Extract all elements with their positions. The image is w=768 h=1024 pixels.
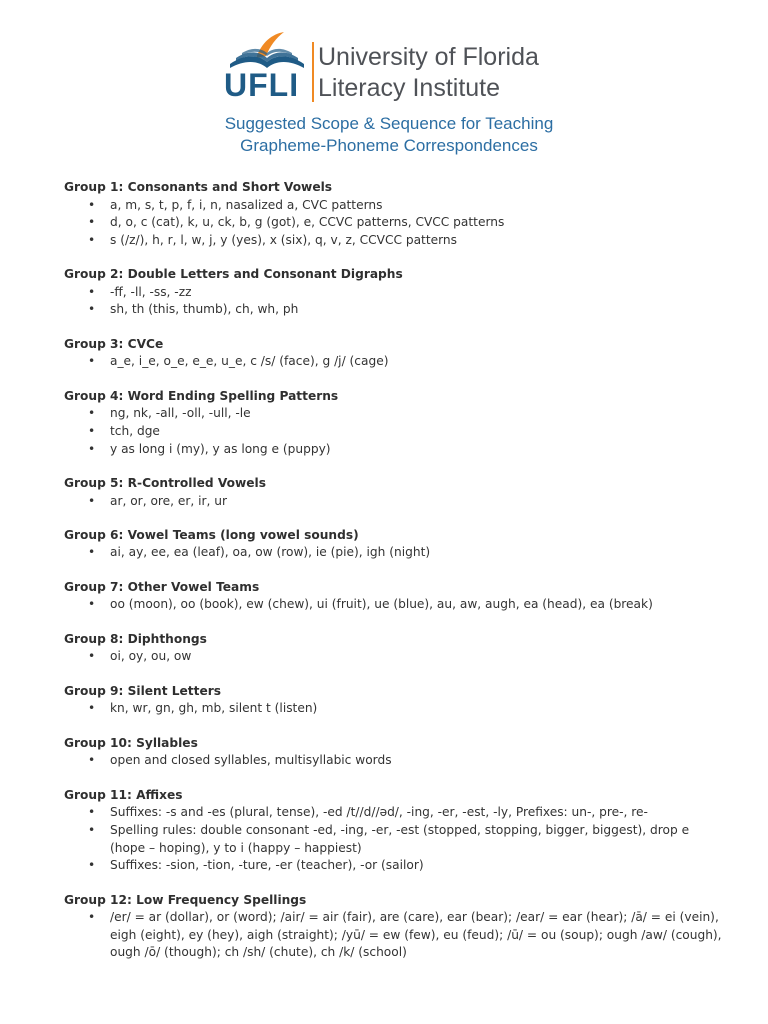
group-section — [64, 631, 724, 666]
title-line-1: Suggested Scope & Sequence for Teaching — [224, 114, 554, 133]
institution-name — [318, 42, 539, 104]
group-title: Group 8: Diphthongs — [64, 631, 207, 646]
group-section — [64, 388, 724, 458]
title-line-2: Grapheme-Phoneme Correspondences — [240, 136, 538, 155]
list-item: • s (/z/), h, r, l, w, j, y (yes), x (six), q, v, z, CCVCC patterns — [64, 232, 724, 250]
group-item-list — [64, 197, 724, 250]
group-title: Group 7: Other Vowel Teams — [64, 579, 260, 594]
list-item: • a_e, i_e, o_e, e_e, u_e, c /s/ (face), g /j/ (cage) — [64, 353, 724, 371]
group-item-list — [64, 648, 724, 666]
group-title: Group 1: Consonants and Short Vowels — [64, 180, 333, 194]
group-title: Group 10: Syllables — [64, 735, 198, 750]
ufli-logo — [224, 28, 310, 102]
list-item: • ar, or, ore, er, ir, ur — [64, 493, 724, 511]
list-item: • tch, dge — [64, 423, 724, 441]
group-title: Group 11: Affixes — [64, 787, 183, 802]
group-item-list — [64, 700, 724, 718]
scope-sequence-list — [64, 179, 724, 979]
list-item: • a, m, s, t, p, f, i, n, nasalized a, CVC patterns — [64, 197, 724, 215]
group-item-list — [64, 493, 724, 511]
group-section — [64, 787, 724, 875]
group-section — [64, 892, 724, 962]
group-item-list — [64, 909, 724, 962]
group-item-list — [64, 284, 724, 319]
group-title: Group 4: Word Ending Spelling Patterns — [64, 388, 339, 403]
group-section — [64, 683, 724, 718]
group-item-list — [64, 544, 724, 562]
group-title: Group 5: R-Controlled Vowels — [64, 475, 266, 490]
institution-line-1: University of Florida — [318, 43, 539, 71]
header — [224, 28, 644, 108]
list-item: • Spelling rules: double consonant -ed, -ing, -er, -est (stopped, stopping, bigger, biggest), drop e (hope – hoping), y to i (happy – happiest) — [64, 822, 724, 857]
list-item: • y as long i (my), y as long e (puppy) — [64, 441, 724, 459]
list-item: • ai, ay, ee, ea (leaf), oa, ow (row), ie (pie), igh (night) — [64, 544, 724, 562]
group-title: Group 3: CVCe — [64, 336, 164, 351]
list-item: • Suffixes: -s and -es (plural, tense), -ed /t//d//əd/, -ing, -er, -est, -ly, Prefixes: un-, pre-, re- — [64, 804, 724, 822]
logo-text: UFLI — [224, 67, 300, 103]
group-item-list — [64, 405, 724, 458]
group-section — [64, 475, 724, 510]
list-item: • d, o, c (cat), k, u, ck, b, g (got), e, CCVC patterns, CVCC patterns — [64, 214, 724, 232]
group-title: Group 6: Vowel Teams (long vowel sounds) — [64, 527, 359, 542]
group-title: Group 9: Silent Letters — [64, 683, 221, 698]
list-item: • -ff, -ll, -ss, -zz — [64, 284, 724, 302]
book-bird-icon — [226, 28, 308, 70]
institution-line-2: Literacy Institute — [318, 74, 501, 102]
group-section — [64, 527, 724, 562]
list-item: • Suffixes: -sion, -tion, -ture, -er (teacher), -or (sailor) — [64, 857, 724, 875]
group-section — [64, 579, 724, 614]
group-title: Group 2: Double Letters and Consonant Digraphs — [64, 267, 403, 282]
logo-divider — [312, 42, 314, 102]
group-item-list — [64, 804, 724, 874]
list-item: • open and closed syllables, multisyllabic words — [64, 752, 724, 770]
list-item: • oi, oy, ou, ow — [64, 648, 724, 666]
group-section — [64, 266, 724, 319]
group-section — [64, 336, 724, 371]
list-item: • kn, wr, gn, gh, mb, silent t (listen) — [64, 700, 724, 718]
group-section — [64, 735, 724, 770]
group-section — [64, 179, 724, 249]
group-item-list — [64, 596, 724, 614]
document-title — [0, 113, 768, 157]
list-item: • oo (moon), oo (book), ew (chew), ui (fruit), ue (blue), au, aw, augh, ea (head), ea (break) — [64, 596, 724, 614]
group-item-list — [64, 752, 724, 770]
list-item: • ng, nk, -all, -oll, -ull, -le — [64, 405, 724, 423]
list-item: • sh, th (this, thumb), ch, wh, ph — [64, 301, 724, 319]
group-title: Group 12: Low Frequency Spellings — [64, 892, 307, 907]
group-item-list — [64, 353, 724, 371]
list-item: • /er/ = ar (dollar), or (word); /air/ = air (fair), are (care), ear (bear); /ear/ = ear (hear); /ā/ = ei (vein), eigh (eight), ey (hey), aigh (straight); /yū/ = ew (few), eu (feud); /ū/ = ou (soup); ough /aw/ (cough), ough /ō/ (though); ch /sh/ (chute), ch /k/ (school) — [64, 909, 724, 962]
